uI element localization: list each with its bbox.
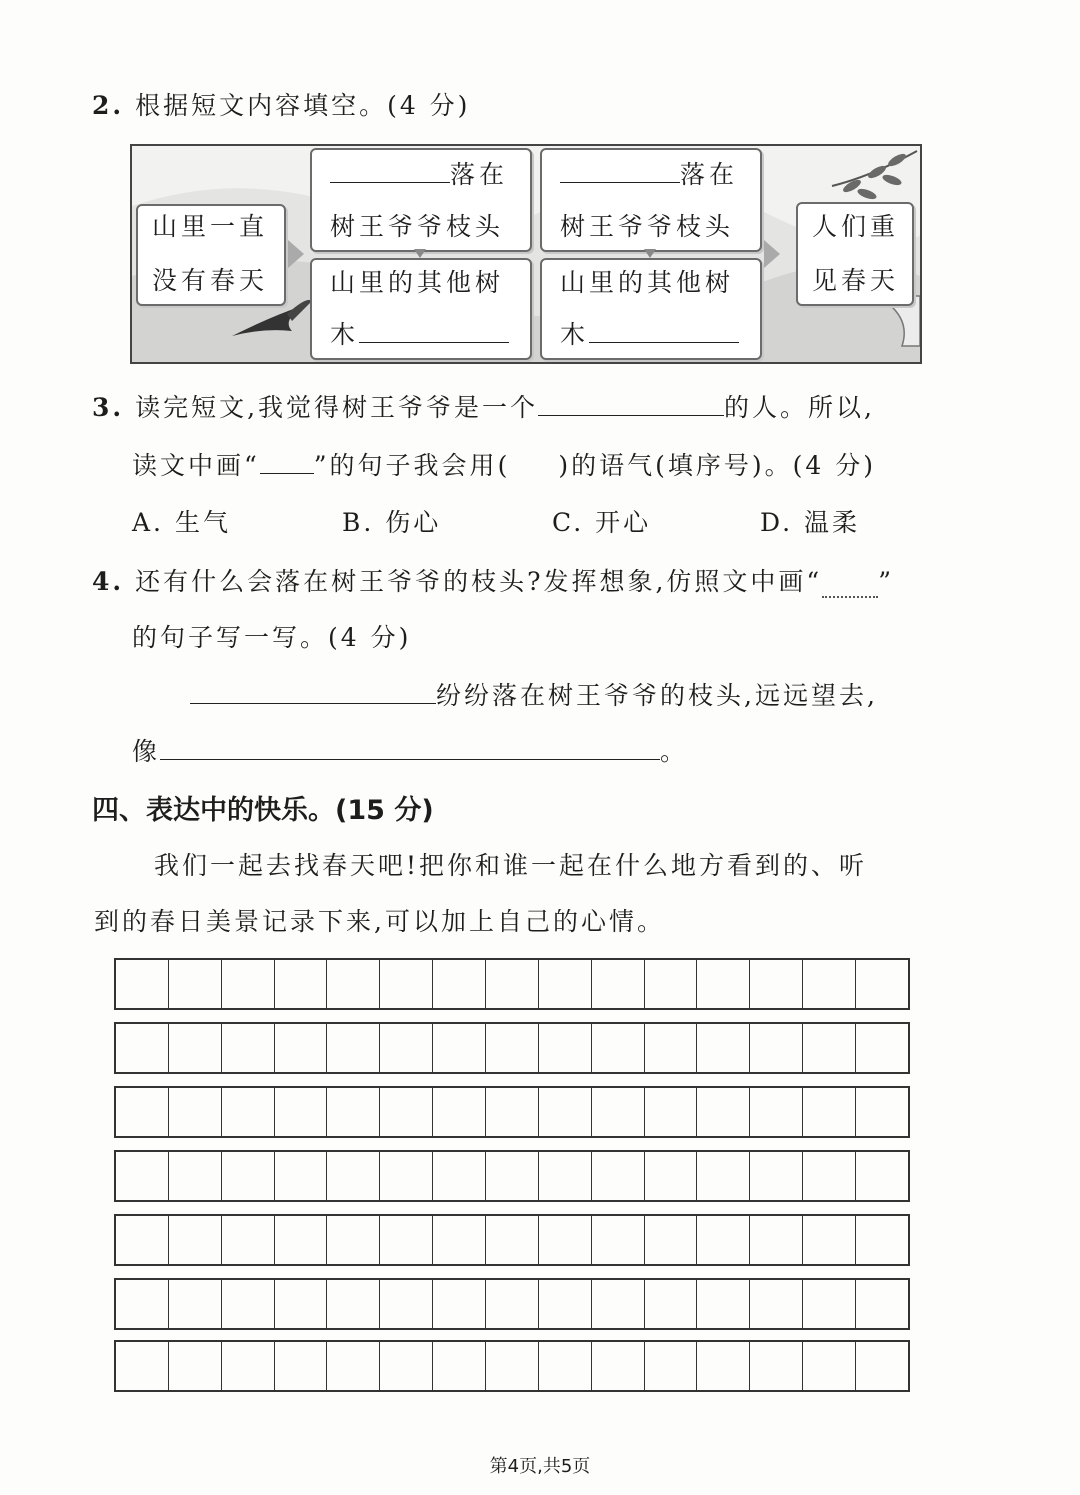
q3-option-b: B. 伤心 — [342, 508, 442, 537]
grid-cell[interactable] — [116, 960, 169, 1008]
grid-cell[interactable] — [327, 1152, 380, 1200]
fall-line-1: 落在 — [330, 148, 508, 202]
other-line-2: 木 — [330, 308, 509, 362]
grid-cell[interactable] — [433, 1216, 486, 1264]
grid-cell[interactable] — [592, 1342, 645, 1390]
grid-cell[interactable] — [803, 1280, 856, 1328]
answer-blank[interactable] — [260, 473, 314, 474]
answer-blank[interactable] — [560, 182, 680, 183]
other-line-2b: 木 — [560, 308, 739, 362]
section-4-heading: 四、表达中的快乐。(15 分) — [92, 795, 434, 826]
grid-cell[interactable] — [327, 960, 380, 1008]
grid-cell[interactable] — [539, 960, 592, 1008]
grid-cell[interactable] — [116, 1216, 169, 1264]
grid-cell[interactable] — [222, 1216, 275, 1264]
other-trees-box-1 — [310, 258, 532, 360]
grid-cell[interactable] — [856, 1088, 908, 1136]
grid-cell[interactable] — [803, 1024, 856, 1072]
grid-cell[interactable] — [592, 1280, 645, 1328]
grid-cell[interactable] — [380, 960, 433, 1008]
grid-cell[interactable] — [486, 1024, 539, 1072]
fall-box-1 — [310, 148, 532, 252]
grid-cell[interactable] — [539, 1152, 592, 1200]
grid-cell[interactable] — [433, 1024, 486, 1072]
grid-cell[interactable] — [433, 1342, 486, 1390]
grid-cell[interactable] — [380, 1088, 433, 1136]
grid-cell[interactable] — [697, 1152, 750, 1200]
q2-diagram — [130, 144, 922, 364]
answer-blank[interactable] — [359, 342, 509, 343]
grid-cell[interactable] — [539, 1342, 592, 1390]
end-line-2: 见春天 — [812, 266, 900, 295]
grid-cell[interactable] — [750, 1216, 803, 1264]
grid-row — [114, 1086, 910, 1138]
grid-cell[interactable] — [645, 1088, 698, 1136]
grid-cell[interactable] — [116, 1342, 169, 1390]
grid-cell[interactable] — [327, 1280, 380, 1328]
answer-blank[interactable] — [330, 182, 450, 183]
grid-cell[interactable] — [327, 1088, 380, 1136]
grid-row — [114, 1340, 910, 1392]
q3-option-d: D. 温柔 — [760, 508, 861, 537]
other-line-1: 山里的其他树 — [330, 268, 505, 297]
answer-blank[interactable] — [190, 703, 436, 704]
grid-cell[interactable] — [380, 1024, 433, 1072]
grid-cell[interactable] — [539, 1088, 592, 1136]
grid-cell[interactable] — [750, 960, 803, 1008]
branch-line-2: 树王爷爷枝头 — [560, 212, 735, 241]
fall-line-2: 落在 — [560, 148, 738, 202]
grid-cell[interactable] — [275, 1152, 328, 1200]
grid-cell[interactable] — [803, 1088, 856, 1136]
grid-cell[interactable] — [275, 960, 328, 1008]
q2-text: 根据短文内容填空。(4 分) — [135, 91, 471, 120]
grid-cell[interactable] — [803, 960, 856, 1008]
grid-cell[interactable] — [803, 1216, 856, 1264]
grid-cell[interactable] — [750, 1088, 803, 1136]
q3-line-1: 3. 读完短文,我觉得树王爷爷是一个 的人。所以, — [92, 393, 875, 422]
grid-cell[interactable] — [380, 1152, 433, 1200]
wavy-underline-mark — [822, 566, 878, 598]
grid-cell[interactable] — [645, 960, 698, 1008]
grid-cell[interactable] — [645, 1152, 698, 1200]
q2-number: 2. — [92, 91, 125, 120]
grid-cell[interactable] — [433, 1088, 486, 1136]
grid-cell[interactable] — [750, 1024, 803, 1072]
q4-line-3: 纷纷落在树王爷爷的枝头,远远望去, — [190, 676, 878, 712]
grid-cell[interactable] — [486, 1152, 539, 1200]
grid-cell[interactable] — [275, 1342, 328, 1390]
grid-cell[interactable] — [592, 1152, 645, 1200]
grid-cell[interactable] — [750, 1152, 803, 1200]
section-4-prompt-line-2: 到的春日美景记录下来,可以加上自己的心情。 — [94, 907, 665, 936]
grid-cell[interactable] — [592, 960, 645, 1008]
grid-cell[interactable] — [380, 1342, 433, 1390]
grid-cell[interactable] — [169, 1216, 222, 1264]
grid-cell[interactable] — [697, 960, 750, 1008]
grid-row — [114, 1022, 910, 1074]
grid-cell[interactable] — [539, 1280, 592, 1328]
grid-cell[interactable] — [697, 1342, 750, 1390]
grid-cell[interactable] — [116, 1024, 169, 1072]
grid-cell[interactable] — [222, 1280, 275, 1328]
grid-cell[interactable] — [222, 960, 275, 1008]
end-line-1: 人们重 — [812, 212, 900, 241]
start-line-1: 山里一直 — [152, 212, 269, 241]
answer-blank[interactable] — [589, 342, 739, 343]
grid-cell[interactable] — [856, 960, 908, 1008]
grid-row — [114, 1278, 910, 1330]
arrow-right-icon — [764, 240, 780, 268]
grid-cell[interactable] — [645, 1280, 698, 1328]
grid-cell[interactable] — [327, 1024, 380, 1072]
q3-line-2: 读文中画“ ”的句子我会用( )的语气(填序号)。(4 分) — [132, 451, 876, 480]
grid-cell[interactable] — [275, 1280, 328, 1328]
grid-cell[interactable] — [169, 1088, 222, 1136]
grid-cell[interactable] — [116, 1280, 169, 1328]
other-line-2a: 山里的其他树 — [560, 268, 735, 297]
grid-cell[interactable] — [856, 1152, 908, 1200]
branch-line-1: 树王爷爷枝头 — [330, 212, 505, 241]
q3-number: 3. — [92, 393, 125, 422]
grid-cell[interactable] — [539, 1216, 592, 1264]
grid-cell[interactable] — [433, 960, 486, 1008]
grid-cell[interactable] — [697, 1024, 750, 1072]
q4-line-4: 像 。 — [132, 737, 689, 766]
grid-row — [114, 1214, 910, 1266]
grid-cell[interactable] — [169, 960, 222, 1008]
grid-cell[interactable] — [222, 1342, 275, 1390]
page-number: 第4页,共5页 — [489, 1456, 591, 1477]
grid-cell[interactable] — [380, 1216, 433, 1264]
grid-cell[interactable] — [116, 1088, 169, 1136]
grid-cell[interactable] — [327, 1342, 380, 1390]
grid-cell[interactable] — [433, 1280, 486, 1328]
grid-cell[interactable] — [486, 1342, 539, 1390]
grid-cell[interactable] — [750, 1280, 803, 1328]
grid-cell[interactable] — [856, 1280, 908, 1328]
grid-cell[interactable] — [592, 1216, 645, 1264]
grid-cell[interactable] — [592, 1024, 645, 1072]
grid-cell[interactable] — [592, 1088, 645, 1136]
grid-cell[interactable] — [539, 1024, 592, 1072]
other-trees-box-2 — [540, 258, 762, 360]
grid-cell[interactable] — [380, 1280, 433, 1328]
q3-option-c: C. 开心 — [552, 508, 652, 537]
start-line-2: 没有春天 — [152, 266, 269, 295]
end-box — [796, 202, 914, 306]
grid-cell[interactable] — [169, 1024, 222, 1072]
arrow-right-icon — [288, 240, 304, 268]
grid-cell[interactable] — [169, 1342, 222, 1390]
q4-line-1: 4. 还有什么会落在树王爷爷的枝头?发挥想象,仿照文中画“ ” — [92, 567, 894, 596]
grid-cell[interactable] — [803, 1342, 856, 1390]
grid-cell[interactable] — [803, 1152, 856, 1200]
grid-cell[interactable] — [116, 1152, 169, 1200]
grid-cell[interactable] — [697, 1088, 750, 1136]
grid-cell[interactable] — [327, 1216, 380, 1264]
grid-cell[interactable] — [222, 1152, 275, 1200]
grid-row — [114, 958, 910, 1010]
grid-cell[interactable] — [222, 1088, 275, 1136]
fall-box-2 — [540, 148, 762, 252]
grid-cell[interactable] — [645, 1342, 698, 1390]
q3-option-a: A. 生气 — [132, 508, 231, 537]
grid-cell[interactable] — [433, 1152, 486, 1200]
grid-cell[interactable] — [697, 1216, 750, 1264]
grid-cell[interactable] — [486, 1280, 539, 1328]
grid-row — [114, 1150, 910, 1202]
grid-cell[interactable] — [275, 1088, 328, 1136]
q4-number: 4. — [92, 567, 125, 596]
grid-cell[interactable] — [169, 1152, 222, 1200]
grid-cell[interactable] — [275, 1024, 328, 1072]
start-box — [136, 204, 286, 306]
grid-cell[interactable] — [486, 1088, 539, 1136]
grid-cell[interactable] — [697, 1280, 750, 1328]
grid-cell[interactable] — [275, 1216, 328, 1264]
section-4-prompt-line-1: 我们一起去找春天吧!把你和谁一起在什么地方看到的、听 — [154, 851, 868, 880]
grid-cell[interactable] — [856, 1342, 908, 1390]
q2-title — [92, 86, 470, 122]
grid-cell[interactable] — [169, 1280, 222, 1328]
grid-cell[interactable] — [750, 1342, 803, 1390]
grid-cell[interactable] — [645, 1024, 698, 1072]
answer-blank[interactable] — [160, 759, 660, 760]
grid-cell[interactable] — [645, 1216, 698, 1264]
grid-cell[interactable] — [486, 960, 539, 1008]
grid-cell[interactable] — [856, 1024, 908, 1072]
grid-cell[interactable] — [856, 1216, 908, 1264]
grid-cell[interactable] — [222, 1024, 275, 1072]
q4-line-2: 的句子写一写。(4 分) — [132, 623, 412, 652]
grid-cell[interactable] — [486, 1216, 539, 1264]
answer-blank[interactable] — [538, 415, 724, 416]
